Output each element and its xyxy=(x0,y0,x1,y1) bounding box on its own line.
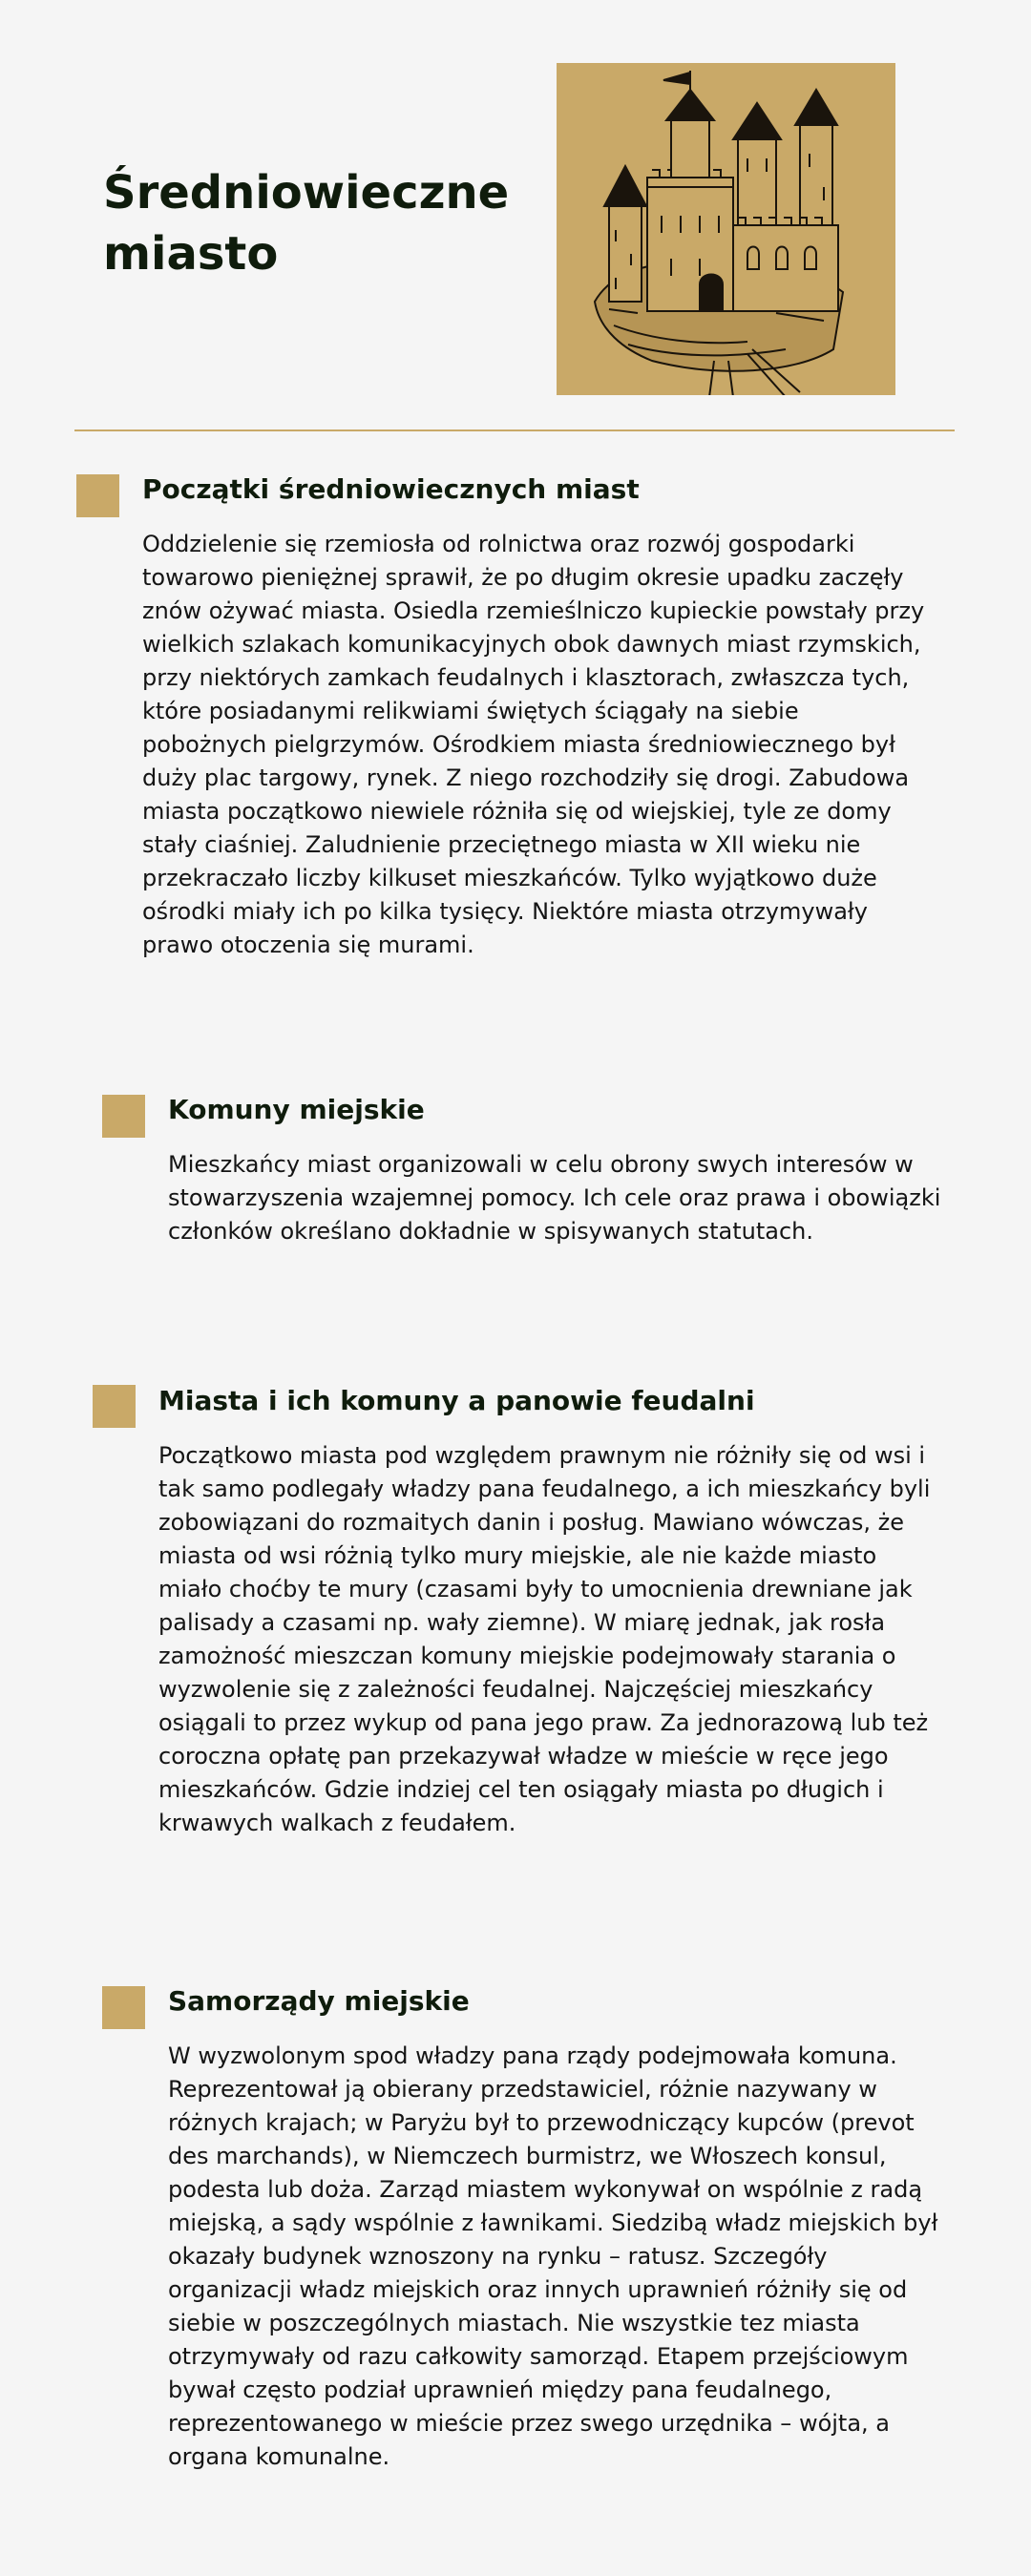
castle-illustration xyxy=(557,63,895,395)
section-bullet xyxy=(76,474,119,517)
section-body: Początkowo miasta pod względem prawnym nie różniły się od wsi i tak samo podlegały władzy pana feudalnego, a ich mieszkańcy byli zobowiązani do rozmaitych danin i posług. Mawiano wówczas, że miasta od wsi różnią tylko mury miejskie, ale nie każde miasto miało choćby te mury (czasami były to umocnienia drewniane jak palisady a czasami np. wały ziemne). W miarę jednak, jak rosła zamożność mieszczan komuny miejskie podejmowały starania o wyzwolenie się z zależności feudalnej. Najczęściej mieszkańcy osiągali to przez wykup od pana jego praw. Za jednorazową lub też coroczna opłatę pan przekazywał władze w mieście w ręce jego mieszkańców. Gdzie indziej cel ten osiągały miasta po długich i krwawych walkach z feudałem. xyxy=(158,1442,931,1836)
section-heading: Początki średniowiecznych miast xyxy=(142,473,640,505)
section-bullet xyxy=(93,1385,136,1428)
section-heading: Samorządy miejskie xyxy=(168,1985,470,2017)
section-body: Oddzielenie się rzemiosła od rolnictwa oraz rozwój gospodarki towarowo pieniężnej sprawił, że po długim okresie upadku zaczęły znów ożywać miasta. Osiedla rzemieślniczo kupieckie powstały przy wielkich szlakach komunikacyjnych obok dawnych miast rzymskich, przy niektórych zamkach feudalnych i klasztorach, zwłaszcza tych, które posiadanymi relikwiami świętych ściągały na siebie pobożnych pielgrzymów. Ośrodkiem miasta średniowiecznego był duży plac targowy, rynek. Z niego rozchodziły się drogi. Zabudowa miasta początkowo niewiele różniła się od wiejskiej, tyle ze domy stały ciaśniej. Zaludnienie przeciętnego miasta w XII wieku nie przekraczało liczby kilkuset mieszkańców. Tylko wyjątkowo duże ośrodki miały ich po kilka tysięcy. Niektóre miasta otrzymywały prawo otoczenia się murami. xyxy=(142,531,925,958)
section-bullet xyxy=(102,1986,145,2029)
section-heading: Komuny miejskie xyxy=(168,1094,425,1125)
section-heading: Miasta i ich komuny a panowie feudalni xyxy=(158,1385,755,1416)
page-title: Średniowieczne miasto xyxy=(103,166,510,281)
section-body: Mieszkańcy miast organizowali w celu obrony swych interesów w stowarzyszenia wzajemnej pomocy. Ich cele oraz prawa i obowiązki członków określano dokładnie w spisywanych statutach. xyxy=(168,1151,941,1245)
header-divider xyxy=(74,429,955,431)
section-bullet xyxy=(102,1095,145,1138)
section-body: W wyzwolonym spod władzy pana rządy podejmowała komuna. Reprezentował ją obierany przedstawiciel, różnie nazywany w różnych krajach; w Paryżu był to przewodniczący kupców (prevot des marchands), w Niemczech burmistrz, we Włoszech konsul, podesta lub doża. Zarząd miastem wykonywał on wspólnie z radą miejską, a sądy wspólnie z ławnikami. Siedzibą władz miejskich był okazały budynek wznoszony na rynku – ratusz. Szczegóły organizacji władz miejskich oraz innych uprawnień różniły się od siebie w poszczególnych miastach. Nie wszystkie tez miasta otrzymywały od razu całkowity samorząd. Etapem przejściowym bywał często podział uprawnień między pana feudalnego, reprezentowanego w mieście przez swego urzędnika – wójta, a organa komunalne. xyxy=(168,2042,938,2470)
